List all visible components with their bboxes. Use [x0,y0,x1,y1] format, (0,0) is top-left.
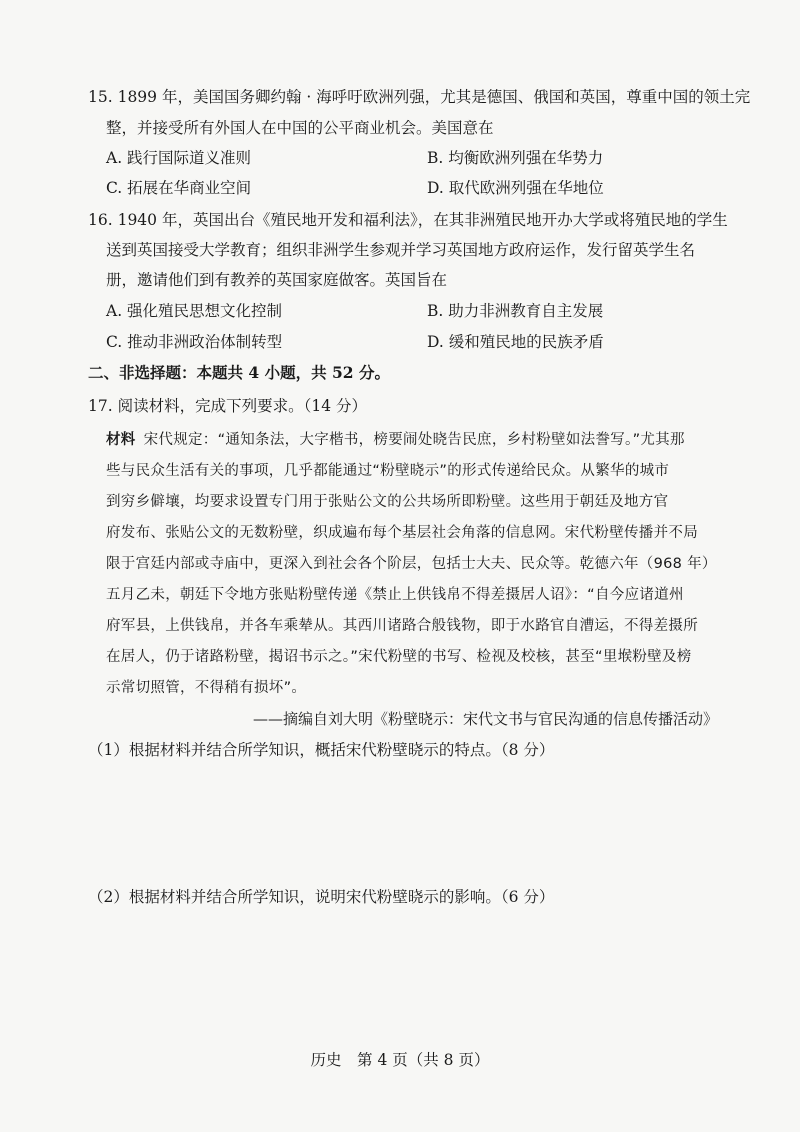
material-line-8: 在居人，仍于诸路粉壁，揭诏书示之。”宋代粉壁的书写、检视及校核，甚至“里堠粉壁及榜 [106,649,692,665]
q16-option-d: D. 缓和殖民地的民族矛盾 [427,333,604,351]
q16-stem-line1: 16. 1940 年，英国出台《殖民地开发和福利法》，在其非洲殖民地开办大学或将殖民地的学生 [88,211,728,229]
page-footer: 历史 第 4 页（共 8 页） [310,1051,490,1069]
q16-stem-line3: 册，邀请他们到有教养的英国家庭做客。英国旨在 [106,271,448,289]
material-line-6: 五月乙未，朝廷下令地方张贴粉壁传递《禁止上供钱帛不得差摄居人诏》：“自今应诸道州 [106,587,684,603]
material-line-9: 示常切照管，不得稍有损坏”。 [106,680,307,696]
q15-option-a: A. 践行国际道义准则 [106,149,252,167]
q15-option-d: D. 取代欧洲列强在华地位 [427,179,604,197]
material-label: 材料 [106,432,136,448]
material-line-1: 材料 宋代规定：“通知条法，大字楷书，榜要闹处晓告民庶，乡村粉壁如法誊写。”尤其那 [106,432,685,448]
q17-subquestion-1: （1）根据材料并结合所学知识，概括宋代粉壁晓示的特点。（8 分） [88,741,555,759]
material-line-2: 些与民众生活有关的事项，几乎都能通过“粉壁晓示”的形式传递给民众。从繁华的城市 [106,463,670,479]
material-line-7: 府军县，上供钱帛，并各车乘辇从。其西川诸路合般钱物，即于水路官自漕运，不得差摄所 [106,618,698,634]
q17-subquestion-2: （2）根据材料并结合所学知识，说明宋代粉壁晓示的影响。（6 分） [88,888,555,906]
q16-stem-line2: 送到英国接受大学教育；组织非洲学生参观并学习英国地方政府运作，发行留英学生名 [106,241,696,259]
q16-option-c: C. 推动非洲政治体制转型 [106,333,283,351]
q16-option-b: B. 助力非洲教育自主发展 [427,302,604,320]
material-source: ——摘编自刘大明《粉壁晓示：宋代文书与官民沟通的信息传播活动》 [252,710,718,728]
q17-stem: 17. 阅读材料，完成下列要求。（14 分） [88,397,367,415]
q16-option-a: A. 强化殖民思想文化控制 [106,302,283,320]
q15-stem-line1: 15. 1899 年，美国国务卿约翰 · 海呼吁欧洲列强，尤其是德国、俄国和英国，尊重中国的领土完 [88,88,751,106]
material-line-3: 到穷乡僻壤，均要求设置专门用于张贴公文的公共场所即粉壁。这些用于朝廷及地方官 [106,494,669,510]
material-line-4: 府发布、张贴公文的无数粉壁，织成遍布每个基层社会角落的信息网。宋代粉壁传播并不局 [106,525,698,541]
q15-stem-line2: 整，并接受所有外国人在中国的公平商业机会。美国意在 [106,119,494,137]
section-heading: 二、非选择题：本题共 4 小题，共 52 分。 [88,363,390,382]
q15-option-b: B. 均衡欧洲列强在华势力 [427,149,604,167]
q15-option-c: C. 拓展在华商业空间 [106,179,252,197]
material-line-5: 限于宫廷内部或寺庙中，更深入到社会各个阶层，包括士大夫、民众等。乾德六年（968 年） [106,556,717,572]
